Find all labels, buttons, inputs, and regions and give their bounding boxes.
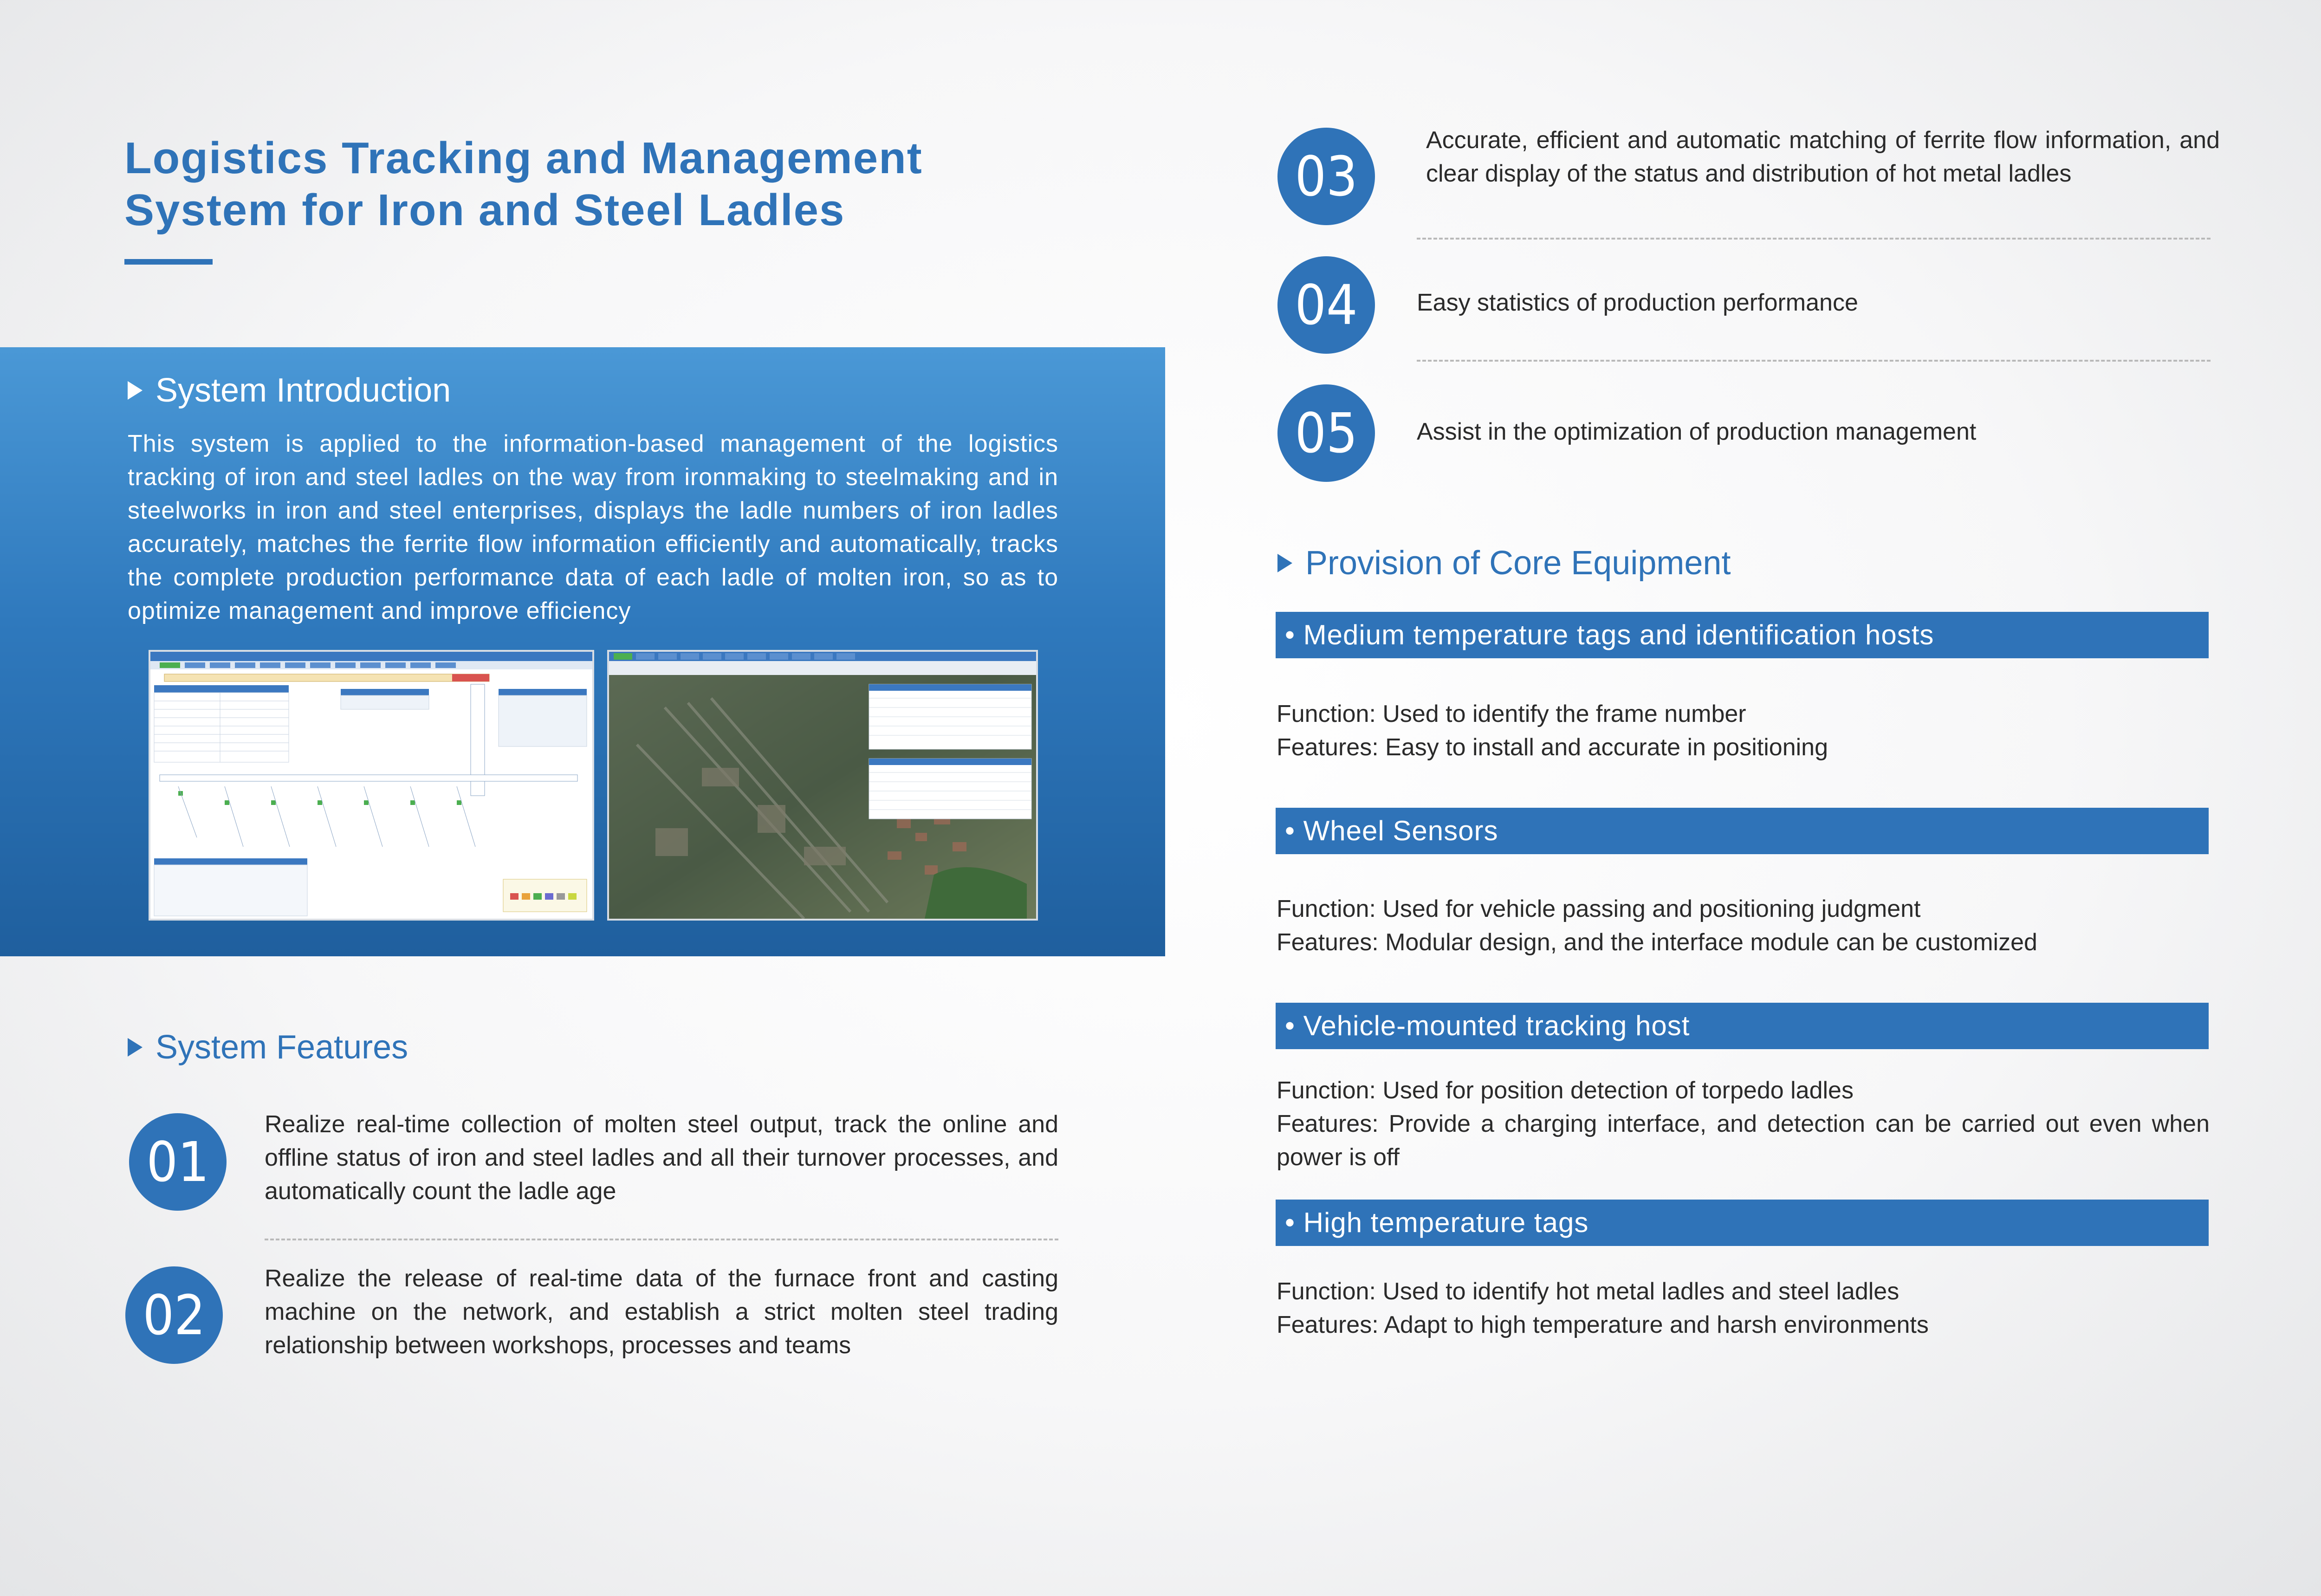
triangle-bullet-icon (128, 1038, 143, 1057)
equipment-features-4: Features: Adapt to high temperature and harsh environments (1277, 1311, 1929, 1338)
page-title (124, 132, 1053, 236)
equipment-function-2: Function: Used for vehicle passing and positioning judgment (1277, 895, 1921, 922)
feature-number-02: 02 (125, 1266, 223, 1364)
equipment-features-1: Features: Easy to install and accurate in positioning (1277, 734, 1828, 761)
dashed-divider (1417, 238, 2211, 240)
feature-number-05: 05 (1277, 384, 1375, 482)
equipment-details-2 (1277, 892, 2210, 959)
equipment-bar-4: • High temperature tags (1276, 1200, 2209, 1246)
feature-text-02: Realize the release of real-time data of the furnace front and casting machine on the network, and establish a strict molten steel trading relationship between workshops, processes and teams (265, 1265, 1058, 1359)
equipment-function-3: Function: Used for position detection of torpedo ladles (1277, 1077, 1854, 1104)
feature-text-01: Realize real-time collection of molten steel output, track the online and offline status of iron and steel ladles and all their turnover processes, and automatically count the ladle age (265, 1111, 1058, 1205)
feature-number-04: 04 (1277, 256, 1375, 354)
equipment-function-4: Function: Used to identify hot metal ladles and steel ladles (1277, 1278, 1900, 1305)
equipment-details-1 (1277, 697, 2210, 764)
satellite-map-image (609, 652, 1036, 919)
intro-heading-label: System Introduction (156, 372, 451, 409)
equipment-heading (1277, 544, 1731, 582)
page-title-line-1: Logistics Tracking and Management (124, 133, 923, 183)
intro-heading (128, 371, 451, 409)
equipment-bar-3: • Vehicle-mounted tracking host (1276, 1003, 2209, 1049)
features-heading (128, 1028, 408, 1066)
equipment-bar-2: • Wheel Sensors (1276, 808, 2209, 854)
title-underline (124, 259, 213, 265)
tracking-diagram-image (150, 652, 592, 919)
intro-paragraph: This system is applied to the information-based management of the logistics tracking of iron and steel ladles on the way from ironmaking to steelmaking and in steelworks in iron and steel enterprises, displays the ladle numbers of iron ladles accurately, matches the ferrite flow information efficiently and automatically, tracks the complete production performance data of each ladle of molten iron, so as to optimize management and improve efficiency (128, 430, 1058, 624)
equipment-heading-label: Provision of Core Equipment (1305, 545, 1731, 582)
dashed-divider (265, 1239, 1058, 1240)
feature-text-03: Accurate, efficient and automatic matching of ferrite flow information, and clear display of the status and distribution of hot metal ladles (1426, 127, 2220, 187)
equipment-details-3 (1277, 1074, 2210, 1174)
feature-number-03: 03 (1277, 128, 1375, 225)
triangle-bullet-icon (1277, 554, 1292, 572)
feature-number-01: 01 (129, 1113, 227, 1211)
equipment-function-1: Function: Used to identify the frame number (1277, 701, 1746, 727)
equipment-bar-1: • Medium temperature tags and identification hosts (1276, 612, 2209, 658)
features-heading-label: System Features (156, 1029, 408, 1066)
triangle-bullet-icon (128, 381, 143, 400)
feature-text-05: Assist in the optimization of production management (1417, 418, 1977, 445)
satellite-map-screenshot (607, 650, 1038, 921)
equipment-features-3: Features: Provide a charging interface, and detection can be carried out even when power is off (1277, 1110, 2210, 1171)
dashed-divider (1417, 360, 2211, 362)
tracking-system-screenshot (149, 650, 594, 921)
page-title-line-2: System for Iron and Steel Ladles (124, 185, 845, 235)
equipment-features-2: Features: Modular design, and the interface module can be customized (1277, 929, 2037, 956)
equipment-details-4 (1277, 1275, 2210, 1342)
feature-text-04: Easy statistics of production performance (1417, 289, 1858, 316)
